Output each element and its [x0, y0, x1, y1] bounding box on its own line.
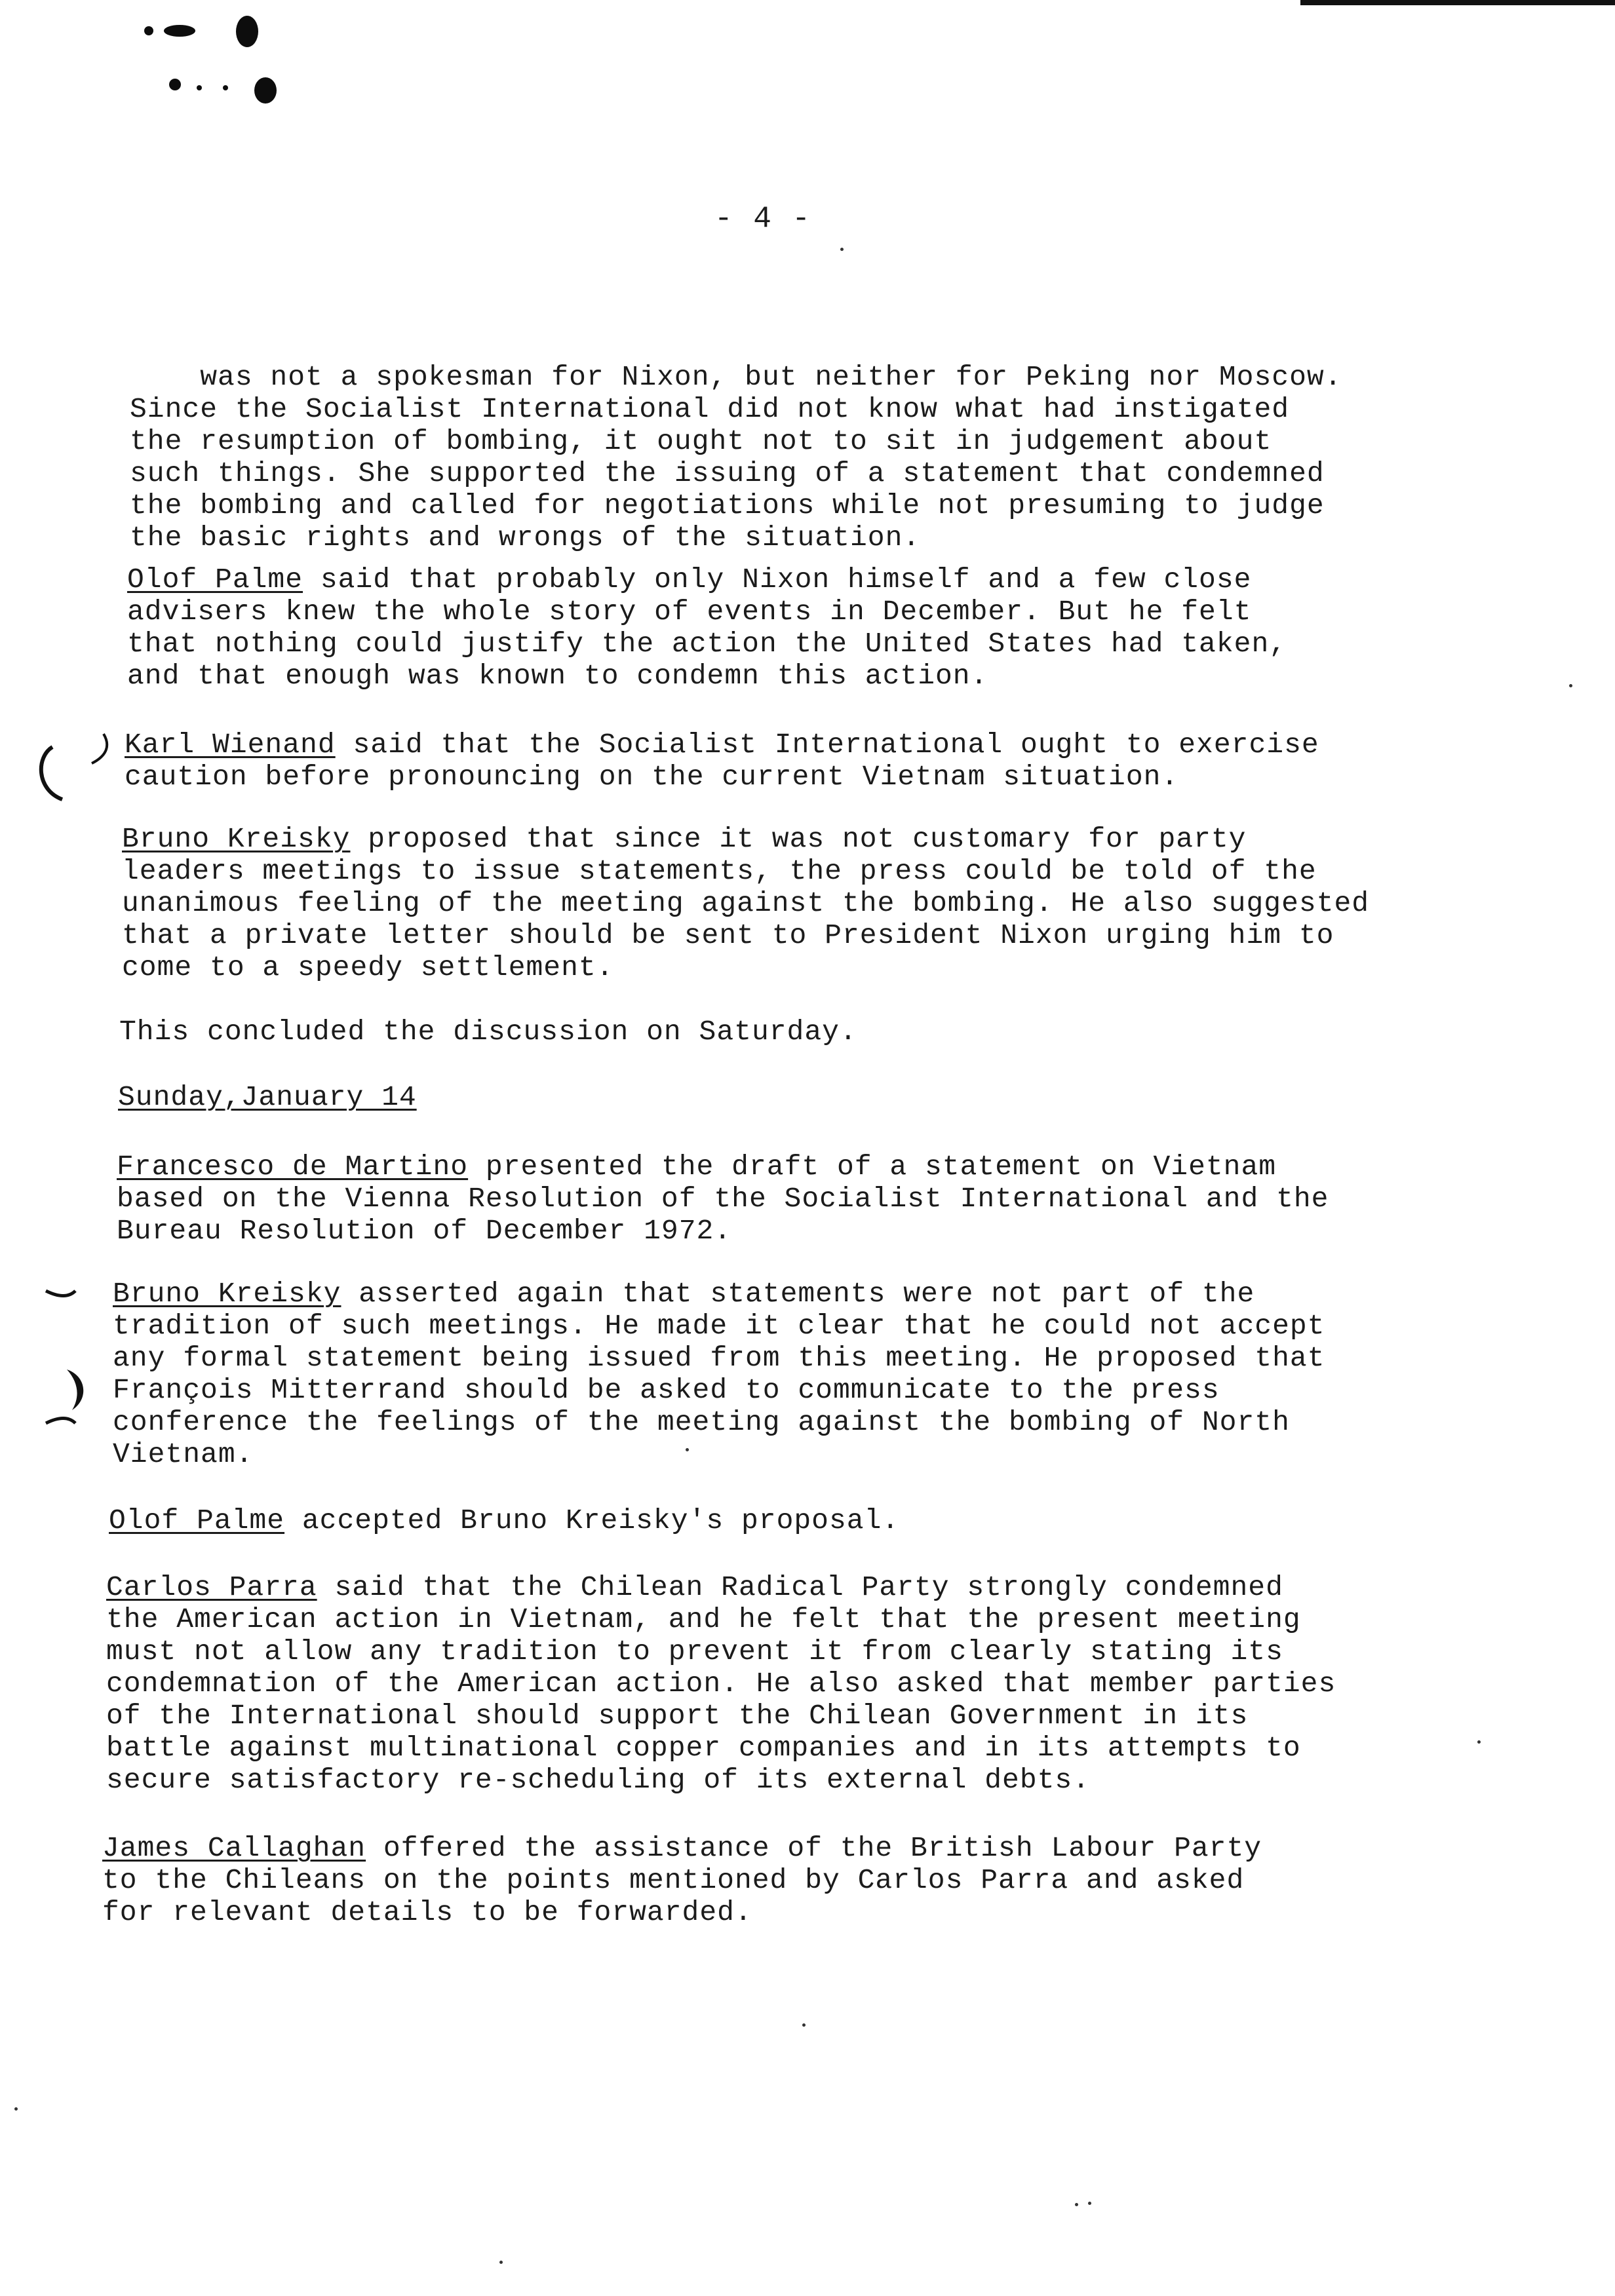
paragraph-line: that a private letter should be sent to President Nixon urging him to — [122, 919, 1334, 951]
paragraph-line: accepted Bruno Kreisky's proposal. — [284, 1504, 900, 1537]
speaker-name: Francesco de Martino — [117, 1151, 469, 1183]
paragraph-line: presented the draft of a statement on Vietnam — [468, 1151, 1277, 1183]
paragraph-line: was not a spokesman for Nixon, but neither for Peking nor Moscow. — [200, 361, 1342, 393]
paragraph-line: the bombing and called for negotiations while not presuming to judge — [130, 489, 1325, 522]
paragraph-saturday-conclusion — [119, 1016, 857, 1048]
speaker-name: Bruno Kreisky — [113, 1278, 341, 1310]
paragraph-line: Vietnam. — [113, 1438, 254, 1470]
paragraph-line: leaders meetings to issue statements, the press could be told of the — [122, 855, 1317, 887]
speaker-name: Olof Palme — [127, 564, 303, 596]
paragraph-line: and that enough was known to condemn this action. — [127, 660, 988, 692]
paragraph-line: such things. She supported the issuing of a statement that condemned — [130, 457, 1325, 489]
paragraph-line: secure satisfactory re-scheduling of its external debts. — [106, 1764, 1091, 1796]
paragraph-line: come to a speedy settlement. — [122, 951, 614, 984]
paragraph-bruno-kreisky-1 — [122, 823, 1369, 984]
paragraph-line: that nothing could justify the action the United States had taken, — [127, 628, 1287, 660]
paragraph-line: for relevant details to be forwarded. — [102, 1896, 752, 1928]
paragraph-continuation — [130, 329, 1342, 586]
paragraph-line: to the Chileans on the points mentioned by Carlos Parra and asked — [102, 1864, 1245, 1896]
paragraph-line: proposed that since it was not customary for party — [350, 823, 1247, 855]
paragraph-line: said that the Chilean Radical Party strongly condemned — [317, 1571, 1283, 1603]
paragraph-line: Since the Socialist International did not know what had instigated — [130, 393, 1290, 425]
paragraph-karl-wienand — [125, 729, 1319, 793]
speaker-name: James Callaghan — [102, 1832, 366, 1864]
paragraph-line: said that probably only Nixon himself and a few close — [303, 564, 1252, 596]
scan-edge-rule — [1300, 0, 1615, 5]
paragraph-bruno-kreisky-2 — [113, 1278, 1325, 1470]
speaker-name: Bruno Kreisky — [122, 823, 351, 855]
paragraph-line: any formal statement being issued from this meeting. He proposed that — [113, 1342, 1325, 1374]
paragraph-line: Bureau Resolution of December 1972. — [117, 1215, 732, 1247]
paragraph-line: caution before pronouncing on the current Vietnam situation. — [125, 761, 1179, 793]
speaker-name: Karl Wienand — [125, 729, 336, 761]
paragraph-line: must not allow any tradition to prevent it from clearly stating its — [106, 1636, 1283, 1668]
paragraph-line: conference the feelings of the meeting against the bombing of North — [113, 1406, 1290, 1438]
paragraph-line: battle against multinational copper companies and in its attempts to — [106, 1732, 1301, 1764]
paragraph-olof-palme-1 — [127, 564, 1287, 692]
paragraph-james-callaghan — [102, 1832, 1262, 1928]
paragraph-line: This concluded the discussion on Saturday. — [119, 1016, 857, 1048]
paragraph-line: based on the Vienna Resolution of the Socialist International and the — [117, 1183, 1329, 1215]
paragraph-line: tradition of such meetings. He made it clear that he could not accept — [113, 1310, 1325, 1342]
date-heading: Sunday,January 14 — [118, 1081, 417, 1113]
paragraph-line: of the International should support the Chilean Government in its — [106, 1700, 1249, 1732]
paragraph-line: asserted again that statements were not part of the — [341, 1278, 1255, 1310]
paragraph-line: the American action in Vietnam, and he felt that the present meeting — [106, 1603, 1301, 1636]
paragraph-line: condemnation of the American action. He also asked that member parties — [106, 1668, 1336, 1700]
paragraph-line: unanimous feeling of the meeting against the bombing. He also suggested — [122, 887, 1370, 919]
paragraph-carlos-parra — [106, 1571, 1336, 1796]
section-heading-sunday — [118, 1081, 417, 1113]
paragraph-line: advisers knew the whole story of events in December. But he felt — [127, 596, 1252, 628]
speaker-name: Olof Palme — [109, 1504, 285, 1537]
paragraph-line: said that the Socialist International ought to exercise — [335, 729, 1319, 761]
paragraph-francesco-de-martino — [117, 1151, 1329, 1247]
speaker-name: Carlos Parra — [106, 1571, 317, 1603]
paragraph-olof-palme-2 — [109, 1504, 899, 1537]
paragraph-line: the basic rights and wrongs of the situation. — [130, 522, 921, 554]
page-number: - 4 - — [714, 202, 812, 236]
paragraph-line: François Mitterrand should be asked to communicate to the press — [113, 1374, 1220, 1406]
paragraph-line: offered the assistance of the British Labour Party — [366, 1832, 1262, 1864]
paragraph-line: the resumption of bombing, it ought not to sit in judgement about — [130, 425, 1272, 457]
